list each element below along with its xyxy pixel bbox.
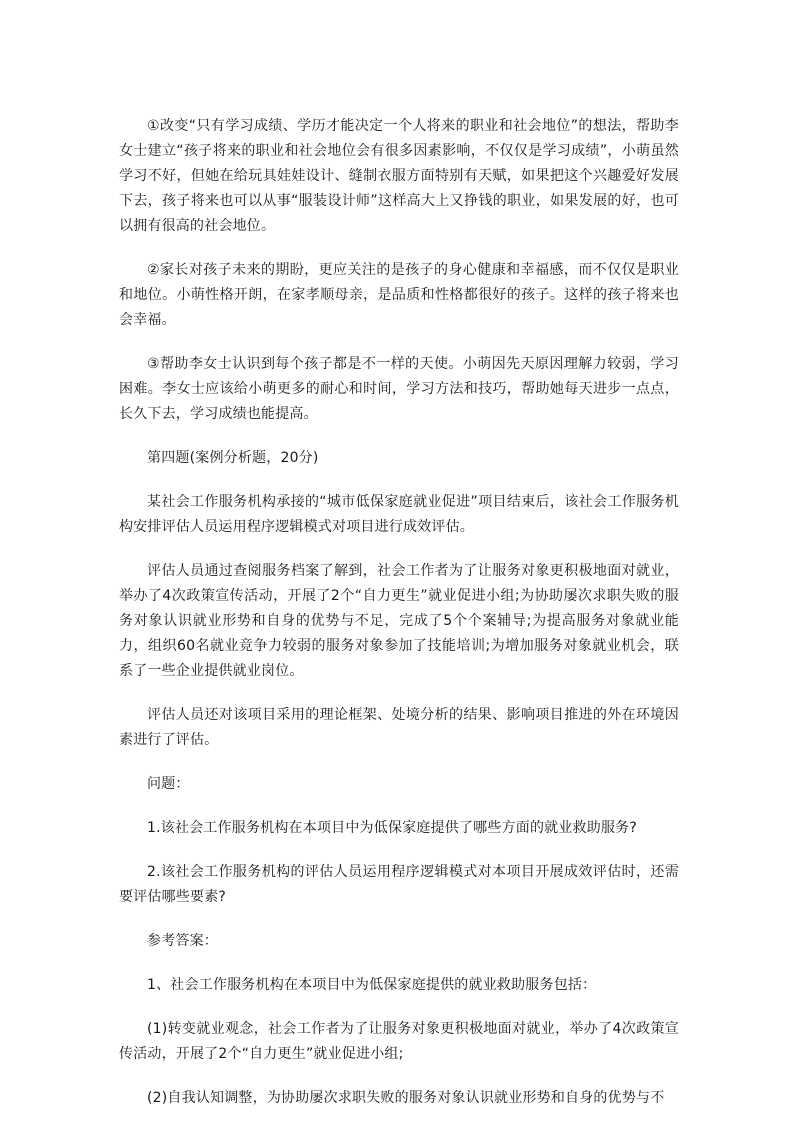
reference-answer-label: 参考答案： <box>147 933 218 949</box>
question-1: 1.该社会工作服务机构在本项目中为低保家庭提供了哪些方面的就业救助服务? <box>147 820 637 836</box>
case-intro-paragraph: 某社会工作服务机构承接的“城市低保家庭就业促进”项目结束后，该社会工作服务机构安排评估人员运用程序逻辑模式对项目进行成效评估。 <box>119 494 679 535</box>
case-detail-paragraph: 评估人员通过查阅服务档案了解到，社会工作者为了让服务对象更积极地面对就业，举办了4次政策宣传活动，开展了2个“自力更生”就业促进小组;为协助屡次求职失败的服务对象认识就业形势和自身的优势与不足，完成了5个个案辅导;为提高服务对象就业能力，组织60名就业竞争力较弱的服务对象参加了技能培训;为增加服务对象就业机会，联系了一些企业提供就业岗位。 <box>119 563 679 679</box>
paragraph-answer-point-1: ①改变“只有学习成绩、学历才能决定一个人将来的职业和社会地位”的想法，帮助李女士建立“孩子将来的职业和社会地位会有很多因素影响，不仅仅是学习成绩”，小萌虽然学习不好，但她在给玩具娃娃设计、缝制衣服方面特别有天赋，如果把这个兴趣爱好发展下去，孩子将来也可以从事“服装设计师”这样高大上又挣钱的职业，如果发展的好，也可以拥有很高的社会地位。 <box>119 118 679 234</box>
case-evaluation-paragraph: 评估人员还对该项目采用的理论框架、处境分析的结果、影响项目推进的外在环境因素进行了评估。 <box>119 707 679 748</box>
document-page <box>119 114 679 1130</box>
questions-label: 问题： <box>147 776 190 792</box>
question-heading: 第四题(案例分析题，20分) <box>147 450 319 466</box>
question-2: 2.该社会工作服务机构的评估人员运用程序逻辑模式对本项目开展成效评估时，还需要评估哪些要素? <box>119 864 679 905</box>
paragraph-answer-point-3: ③帮助李女士认识到每个孩子都是不一样的天使。小萌因先天原因理解力较弱，学习困难。李女士应该给小萌更多的耐心和时间，学习方法和技巧，帮助她每天进步一点点，长久下去，学习成绩也能提高。 <box>119 356 679 422</box>
answer-1-item-1: (1)转变就业观念，社会工作者为了让服务对象更积极地面对就业，举办了4次政策宣传活动，开展了2个“自力更生”就业促进小组; <box>119 1021 679 1062</box>
answer-1-item-2: (2)自我认知调整，为协助屡次求职失败的服务对象认识就业形势和自身的优势与不 <box>147 1090 665 1106</box>
paragraph-answer-point-2: ②家长对孩子未来的期盼，更应关注的是孩子的身心健康和幸福感，而不仅仅是职业和地位。小萌性格开朗，在家孝顺母亲，是品质和性格都很好的孩子。这样的孩子将来也会幸福。 <box>119 262 679 328</box>
answer-1-intro: 1、社会工作服务机构在本项目中为低保家庭提供的就业救助服务包括： <box>147 977 597 993</box>
